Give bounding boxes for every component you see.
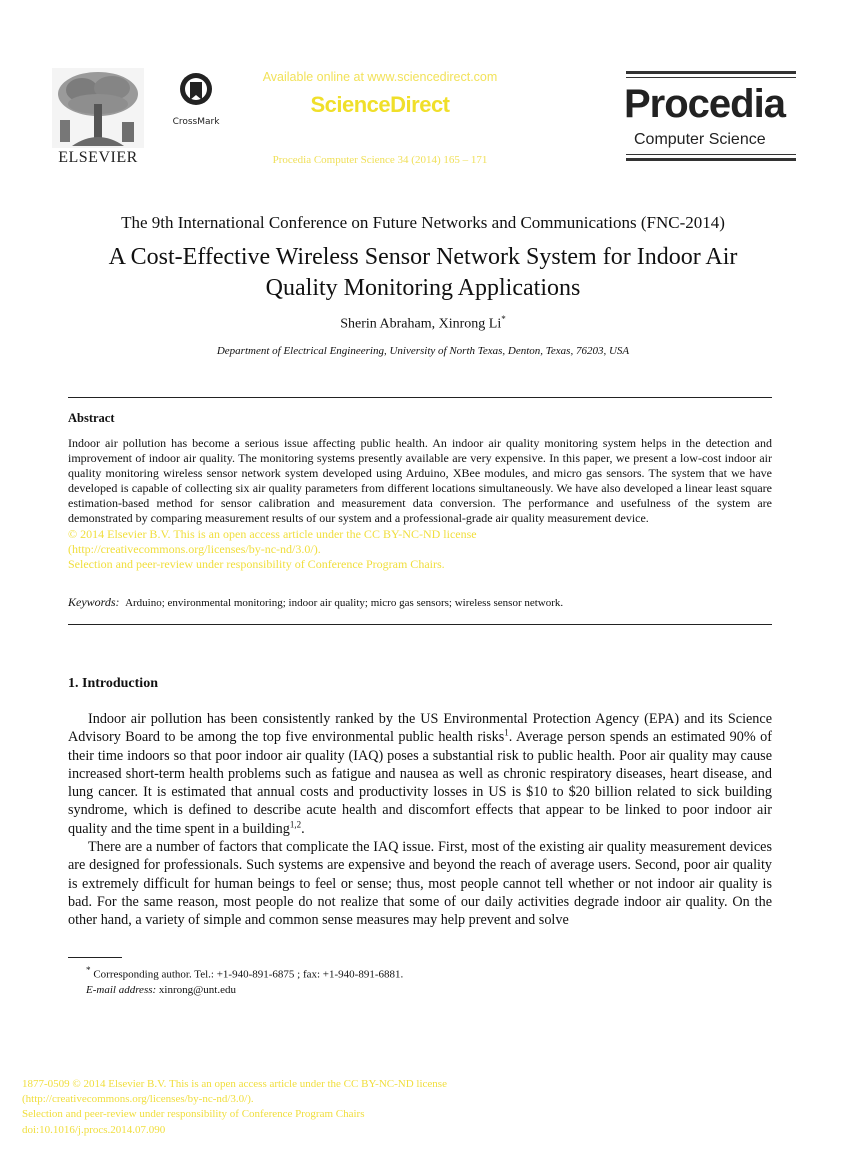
footnote-contact: Corresponding author. Tel.: +1-940-891-6875 ; fax: +1-940-891-6881. [93, 968, 404, 981]
paragraph-text: . Average person spends an estimated 90% of their time indoors so that poor indoor air quality (IAQ) poses a substantial risk to public health. Poor air quality may cause increased short-term health problems such as fatigue and nausea as well as chronic respiratory diseases, heart disease, and lung cancer. It is estimated that annual costs and productivity losses in US is $10 to $20 billion related to sick building syndrome, which is defined to describe acute health and discomfort effects that appear to be linked to poor indoor air quality and the time spent in a building [68, 729, 772, 837]
journal-reference: Procedia Computer Science 34 (2014) 165 – 171 [272, 154, 488, 166]
doi-link[interactable]: doi:10.1016/j.procs.2014.07.090 [22, 1123, 166, 1136]
procedia-rule [626, 71, 796, 74]
peer-review-note: Selection and peer-review under responsibility of Conference Program Chairs. [68, 556, 445, 571]
abstract-heading: Abstract [68, 411, 115, 425]
paper-title-line: Quality Monitoring Applications [265, 275, 581, 301]
divider [68, 624, 772, 625]
corresponding-author-mark[interactable]: * [501, 314, 506, 324]
email-label: E-mail address: [86, 983, 157, 996]
footnote-line [68, 983, 772, 998]
keywords-label: Keywords: [68, 595, 120, 609]
procedia-rule [626, 77, 796, 78]
footnote-mark: * [86, 965, 91, 975]
procedia-rule [626, 158, 796, 161]
crossmark-label: CrossMark [172, 117, 220, 127]
copyright-notice: © 2014 Elsevier B.V. This is an open access article under the CC BY-NC-ND license [68, 526, 477, 541]
authors [40, 314, 806, 333]
affiliation: Department of Electrical Engineering, University of North Texas, Denton, Texas, 76203, USA [216, 345, 630, 357]
conference-name: The 9th International Conference on Future Networks and Communications (FNC-2014) [121, 213, 725, 232]
keywords-list: Arduino; environmental monitoring; indoor air quality; micro gas sensors; wireless sensor network. [125, 597, 564, 609]
section-heading-introduction: 1. Introduction [68, 676, 158, 691]
procedia-logo: Procedia [624, 82, 785, 126]
paragraph [68, 710, 772, 838]
footnote-rule [68, 957, 122, 958]
introduction-body [68, 710, 772, 930]
footnote-line [68, 963, 772, 983]
peer-review-note: Selection and peer-review under responsibility of Conference Program Chairs [22, 1108, 365, 1121]
crossmark-icon [179, 72, 213, 110]
footnote [68, 963, 772, 998]
license-link[interactable]: (http://creativecommons.org/licenses/by-nc-nd/3.0/). [68, 541, 321, 556]
procedia-subtitle: Computer Science [634, 131, 766, 148]
paper-title [40, 242, 806, 304]
abstract-body [68, 436, 772, 572]
author-names: Sherin Abraham, Xinrong Li [340, 316, 502, 332]
email-address[interactable]: xinrong@unt.edu [158, 983, 236, 996]
keywords [68, 595, 772, 610]
issn-copyright-block [22, 1077, 622, 1138]
elsevier-tree-icon [52, 68, 144, 148]
procedia-rule [626, 154, 796, 155]
paper-title-line: A Cost-Effective Wireless Sensor Network System for Indoor Air [108, 244, 738, 270]
available-online-link[interactable]: Available online at www.sciencedirect.com [262, 70, 498, 84]
abstract-text: Indoor air pollution has become a serious issue affecting public health. An indoor air quality monitoring system helps in the detection and improvement of indoor air quality. The monitoring systems presently available are very expensive. In this paper, we present a low-cost indoor air quality monitoring wireless sensor network system developed using Arduino, XBee modules, and micro gas sensors. The system that we have developed is capable of collecting six air quality parameters from different locations simultaneously. We have also developed a linear least square estimation-based method for sensor calibration and measurement data conversion. The performance and usefulness of the system are demonstrated by comparing measurement results of our system and a professional-grade air quality measurement device. [68, 436, 772, 526]
citation[interactable]: 1 [504, 727, 509, 738]
paragraph-text: . [301, 820, 305, 837]
divider [68, 397, 772, 398]
publisher-name: ELSEVIER [58, 149, 138, 166]
citation[interactable]: 1,2 [289, 819, 302, 830]
license-link[interactable]: (http://creativecommons.org/licenses/by-nc-nd/3.0/). [22, 1093, 254, 1106]
sciencedirect-logo[interactable]: ScienceDirect [310, 92, 450, 117]
issn-line: 1877-0509 © 2014 Elsevier B.V. This is an open access article under the CC BY-NC-ND license [22, 1078, 447, 1090]
paragraph-text: Indoor air pollution has been consistently ranked by the US Environmental Protection Agency (EPA) and its Science Advisory Board to be among the top five environmental public health risks [68, 711, 772, 746]
paragraph: There are a number of factors that complicate the IAQ issue. First, most of the existing air quality measurement devices are designed for professionals. Such systems are expensive and beyond the reach of average users. Second, poor air quality is extremely difficult for human beings to feel or sense; thus, most people cannot tell whether or not indoor air quality is bad. For the same reason, most people do not realize that some of our daily activities degrade indoor air quality. On the other hand, a variety of simple and common sense measures may help prevent and solve [68, 839, 772, 929]
crossmark-badge[interactable] [172, 72, 220, 127]
